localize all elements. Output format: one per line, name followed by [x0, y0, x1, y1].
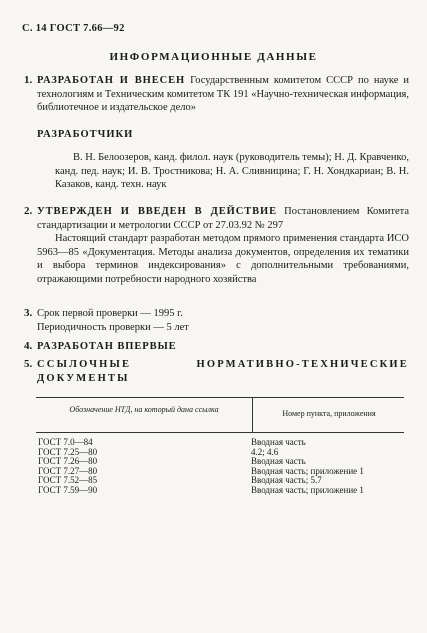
- item-number: 1.: [24, 74, 33, 86]
- table-header: [36, 397, 404, 433]
- column-header-document: Обозначение НТД, на который дана ссылка: [69, 405, 219, 414]
- item-5: [24, 358, 409, 385]
- table-row: [36, 486, 404, 496]
- row-clause: Вводная часть; 5.7: [251, 475, 322, 486]
- row-clause: Вводная часть: [251, 456, 306, 467]
- column-header-clause: Номер пункта, приложения: [282, 409, 376, 418]
- row-clause: Вводная часть; приложение 1: [251, 465, 364, 476]
- item-text: Постановлением Комитета стандартизации и метрологии СССР от 27.03.92 № 297: [37, 206, 409, 231]
- row-document: ГОСТ 7.27—80: [38, 465, 98, 476]
- item-line: Срок первой проверки — 1995 г.: [37, 308, 183, 319]
- row-document: ГОСТ 7.26—80: [38, 456, 98, 467]
- item-number: 3.: [24, 307, 33, 319]
- developers-heading: РАЗРАБОТЧИКИ: [37, 129, 134, 140]
- row-document: ГОСТ 7.52—85: [38, 475, 98, 486]
- item-1: [24, 74, 409, 115]
- item-3: [24, 307, 409, 334]
- row-clause: Вводная часть; приложение 1: [251, 484, 364, 495]
- item-line: Периодичность проверки — 5 лет: [37, 321, 189, 333]
- column-divider: [252, 398, 253, 432]
- item-heading: УТВЕРЖДЕН И ВВЕДЕН В ДЕЙСТВИЕ: [37, 206, 277, 217]
- references-table: [36, 397, 404, 496]
- item-heading: ССЫЛОЧНЫЕ НОРМАТИВНО-ТЕХНИЧЕСКИЕ ДОКУМЕНТЫ: [37, 359, 409, 384]
- item-4: [24, 340, 409, 354]
- item-2: [24, 205, 409, 287]
- item-text: Государственным комитетом СССР по науке и технологиям и Техническим комитетом ТК 191 «Научно-техническая информация, библиотечное и издательское дело»: [37, 75, 409, 114]
- item-number: 2.: [24, 205, 33, 217]
- item-heading: РАЗРАБОТАН ВПЕРВЫЕ: [37, 341, 177, 352]
- developers-text: В. Н. Белоозеров, канд. филол. наук (руководитель темы); Н. Д. Кравченко, канд. пед. наук; И. В. Тростникова; Н. А. Сливницина; Г. Н. Хондкариан; В. Н. Казаков, канд. техн. наук: [55, 152, 409, 191]
- row-document: ГОСТ 7.25—80: [38, 446, 98, 457]
- table-body: [36, 438, 404, 496]
- row-document: ГОСТ 7.0—84: [38, 437, 93, 447]
- row-document: ГОСТ 7.59—90: [38, 484, 98, 495]
- page-title: ИНФОРМАЦИОННЫЕ ДАННЫЕ: [109, 51, 318, 63]
- row-clause: 4.2; 4.6: [251, 446, 279, 457]
- item-heading: РАЗРАБОТАН И ВНЕСЕН: [37, 75, 186, 86]
- item-number: 4.: [24, 340, 33, 352]
- page-header: С. 14 ГОСТ 7.66—92: [22, 23, 125, 34]
- item-number: 5.: [24, 358, 33, 370]
- row-clause: Вводная часть: [251, 437, 306, 447]
- item-extra-text: Настоящий стандарт разработан методом прямого применения стандарта ИСО 5963—85 «Документация. Методы анализа документов, определения их тематики и выбора терминов индексирования» с дополнительными требованиями, отражающими потребности народного хозяйства: [37, 233, 409, 285]
